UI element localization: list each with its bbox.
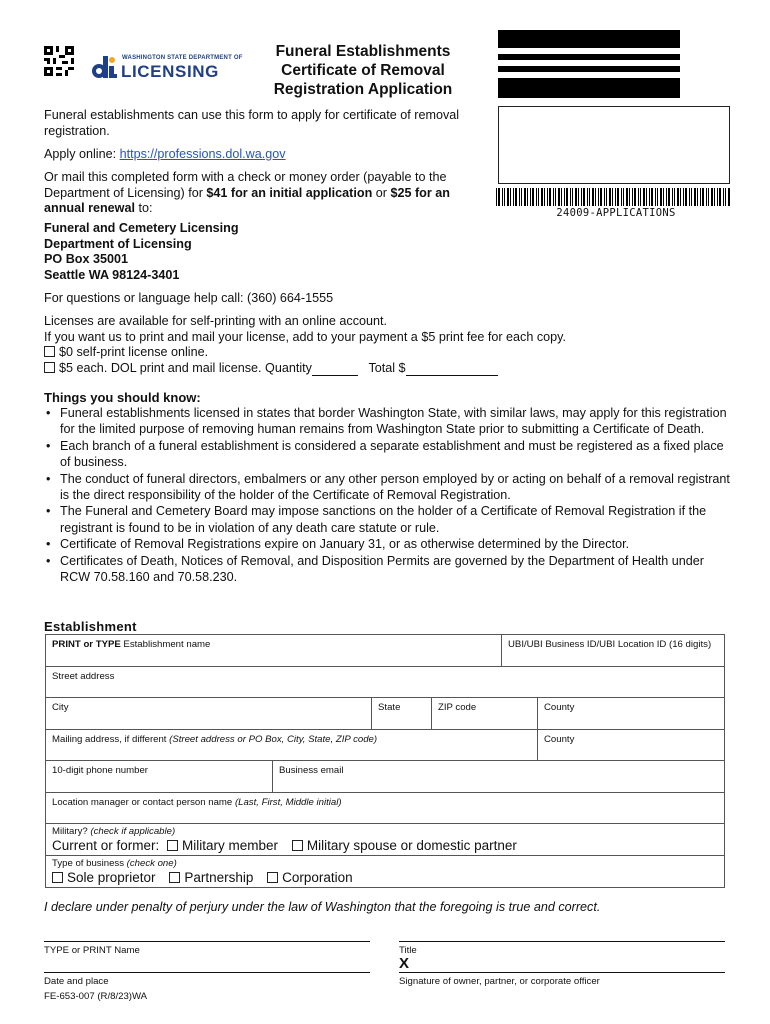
barcode-bar: [638, 188, 639, 206]
barcode-bar: [723, 188, 724, 206]
form-row: [45, 856, 725, 888]
signature-line[interactable]: [399, 972, 725, 973]
barcode-bar: [728, 188, 730, 206]
barcode-bar: [549, 188, 551, 206]
dol-logo-icon: [90, 52, 118, 80]
street-address-field[interactable]: [46, 667, 724, 697]
field-label: County: [544, 734, 575, 745]
current-former-label: Current or former:: [52, 838, 160, 853]
apply-online-link[interactable]: https://professions.dol.wa.gov: [119, 147, 286, 161]
barcode-bar: [668, 188, 670, 206]
field-label: State: [378, 702, 401, 713]
establishment-form: [45, 634, 725, 888]
barcode-bar: [598, 188, 599, 206]
barcode-bar: [691, 188, 692, 206]
barcode-bar: [689, 188, 690, 206]
list-item: • Each branch of a funeral establishment is considered a separate establishment and must be registered as a fixed place of business.: [44, 438, 734, 471]
barcode-bar: [532, 188, 534, 206]
corporation-label: Corporation: [282, 870, 353, 885]
barcode-bar: [683, 188, 684, 206]
partnership-checkbox[interactable]: [169, 872, 180, 883]
form-row: [45, 793, 725, 824]
list-item: • Funeral establishments licensed in states that border Washington State, with similar laws, may apply for this registration for the limited purpose of removing human remains from Washington State prior to submitting a Certificate of Death.: [44, 405, 734, 438]
phone-field[interactable]: [46, 761, 272, 792]
barcode-bar: [519, 188, 520, 206]
city-field[interactable]: [46, 698, 371, 729]
field-hint: (check if applicable): [90, 826, 176, 837]
barcode-bar: [530, 188, 531, 206]
barcode-bar: [553, 188, 554, 206]
barcode-bar: [626, 188, 628, 206]
field-label: 10-digit phone number: [52, 765, 149, 776]
mailing-address: [44, 221, 344, 283]
barcode-bar: [680, 188, 681, 206]
barcode-bar: [587, 188, 588, 206]
barcode-bar: [685, 188, 687, 206]
total-label: Total $: [368, 360, 406, 375]
barcode-bar: [572, 188, 573, 206]
barcode-text: 24009-APPLICATIONS: [556, 207, 676, 219]
self-print-checkbox[interactable]: [44, 346, 55, 357]
barcode-bar: [714, 188, 715, 206]
contact-name-field[interactable]: [46, 793, 724, 823]
title-line: Funeral Establishments: [275, 43, 451, 60]
mail-text: to:: [135, 201, 153, 216]
barcode-bar: [496, 188, 497, 206]
zip-field[interactable]: [431, 698, 537, 729]
barcode-bar: [700, 188, 701, 206]
form-row: [45, 634, 725, 667]
field-label: Street address: [52, 671, 115, 682]
barcode-icon: [496, 188, 732, 206]
military-spouse-label: Military spouse or domestic partner: [306, 838, 517, 853]
address-line: Funeral and Cemetery Licensing: [44, 221, 239, 235]
apply-online-label: Apply online:: [44, 147, 120, 161]
signature-label: Signature of owner, partner, or corporate officer: [399, 976, 600, 987]
military-section: [46, 824, 724, 855]
barcode-bar: [725, 188, 726, 206]
title-line-field[interactable]: [399, 941, 725, 942]
agency-logo: [90, 52, 243, 81]
barcode-bar: [581, 188, 582, 206]
barcode-bar: [634, 188, 636, 206]
barcode-bar: [617, 188, 619, 206]
list-item: • Certificate of Removal Registrations expire on January 31, or as otherwise determined by the Director.: [44, 536, 734, 552]
barcode-bar: [677, 188, 679, 206]
mail-text: Or mail this completed form with a check or money order (payable to the Department of Licensing) for: [44, 170, 447, 200]
agency-name-large: LICENSING: [121, 62, 219, 81]
field-label: Business email: [279, 765, 344, 776]
barcode-bar: [600, 188, 602, 206]
barcode-bar: [510, 188, 511, 206]
date-line[interactable]: [44, 972, 370, 973]
barcode-bar: [655, 188, 656, 206]
barcode-bar: [643, 188, 645, 206]
signature-x-mark: X: [399, 955, 410, 972]
barcode-bar: [657, 188, 658, 206]
form-title: [248, 42, 478, 99]
barcode-bar: [660, 188, 662, 206]
declaration: I declare under penalty of perjury under the law of Washington that the foregoing is true and correct.: [44, 900, 601, 914]
barcode-bar: [507, 188, 509, 206]
barcode-bar: [536, 188, 537, 206]
list-item: • Certificates of Death, Notices of Removal, and Disposition Permits are governed by the Department of Health under RCW 70.58.160 and 70.58.230.: [44, 553, 734, 586]
barcode-bar: [612, 188, 613, 206]
form-row: [45, 667, 725, 698]
county-field[interactable]: [537, 698, 724, 729]
barcode-bar: [615, 188, 616, 206]
barcode-bar: [558, 188, 560, 206]
field-label: City: [52, 702, 69, 713]
name-line[interactable]: [44, 941, 370, 942]
barcode-bar: [521, 188, 522, 206]
mail-print-label: $5 each. DOL print and mail license. Quantity: [59, 360, 312, 375]
barcode-bar: [595, 188, 596, 206]
field-label: Mailing address, if different: [52, 734, 170, 745]
military-member-label: Military member: [182, 838, 279, 853]
barcode-bar: [564, 188, 565, 206]
field-label: Establishment name: [120, 639, 211, 650]
black-bar: [498, 30, 680, 48]
things-list: [44, 405, 734, 585]
questions-line: For questions or language help call: (360) 664-1555: [44, 291, 334, 305]
list-item: • The Funeral and Cemetery Board may impose sanctions on the holder of a Certificate of Removal Registration if the registrant is found to be in violation of any death care statute or rule.: [44, 503, 734, 536]
barcode-bar: [604, 188, 605, 206]
barcode-bar: [541, 188, 543, 206]
sole-proprietor-checkbox[interactable]: [52, 872, 63, 883]
form-row: [45, 824, 725, 856]
qr-code-icon: [44, 46, 74, 76]
field-label: Type of business: [52, 858, 127, 869]
address-line: Department of Licensing: [44, 236, 192, 251]
partnership-label: Partnership: [184, 870, 254, 885]
barcode-bar: [649, 188, 650, 206]
barcode-bar: [570, 188, 571, 206]
section-title: Establishment: [44, 619, 137, 634]
barcode-bar: [672, 188, 673, 206]
agency-name-small: WASHINGTON STATE DEPARTMENT OF: [122, 55, 243, 61]
barcode-bar: [504, 188, 505, 206]
print-options: [44, 314, 684, 376]
title-line: Certificate of Removal: [281, 62, 445, 79]
print-option-self: [44, 345, 684, 361]
barcode-bar: [502, 188, 503, 206]
field-hint: (Last, First, Middle initial): [234, 797, 342, 808]
barcode-bar: [609, 188, 611, 206]
mail-print-checkbox[interactable]: [44, 362, 55, 373]
field-hint: (check one): [126, 858, 177, 869]
barcode-bar: [515, 188, 517, 206]
barcode-bar: [711, 188, 713, 206]
military-member-checkbox[interactable]: [167, 840, 178, 851]
name-label: TYPE or PRINT Name: [44, 945, 140, 956]
field-label: UBI/UBI Business ID/UBI Location ID (16 digits): [508, 639, 712, 650]
title-line: Registration Application: [273, 81, 453, 98]
barcode-bar: [697, 188, 698, 206]
form-row: [45, 730, 725, 761]
print-info: Licenses are available for self-printing with an online account.: [44, 314, 388, 328]
sole-proprietor-label: Sole proprietor: [67, 870, 156, 885]
barcode-bar: [578, 188, 579, 206]
intro-paragraph: Funeral establishments can use this form to apply for certificate of removal registration.: [44, 108, 460, 138]
barcode-bar: [632, 188, 633, 206]
field-label: County: [544, 702, 575, 713]
military-spouse-checkbox[interactable]: [292, 840, 303, 851]
barcode-bar: [592, 188, 594, 206]
barcode-bar: [527, 188, 528, 206]
black-bar: [498, 66, 680, 72]
barcode-bar: [513, 188, 514, 206]
barcode-bar: [589, 188, 590, 206]
form-row: [45, 698, 725, 730]
ubi-field[interactable]: [501, 635, 724, 666]
mailing-address-field[interactable]: [46, 730, 537, 760]
barcode-bar: [547, 188, 548, 206]
barcode-bar: [708, 188, 709, 206]
barcode-bar: [566, 188, 568, 206]
field-label: ZIP code: [438, 702, 477, 713]
business-type-section: [46, 856, 724, 887]
mailing-county-field[interactable]: [537, 730, 724, 760]
barcode-bar: [640, 188, 641, 206]
barcode-bar: [498, 188, 500, 206]
renewal-fee: $25 for an annual renewal: [44, 185, 450, 216]
barcode-bar: [555, 188, 556, 206]
date-label: Date and place: [44, 976, 109, 987]
print-option-mail: [44, 361, 684, 377]
barcode-bar: [717, 188, 718, 206]
barcode-bar: [674, 188, 675, 206]
barcode-bar: [706, 188, 707, 206]
barcode-bar: [621, 188, 622, 206]
corporation-checkbox[interactable]: [267, 872, 278, 883]
self-print-label: $0 self-print license online.: [59, 345, 209, 360]
list-item: • The conduct of funeral directors, embalmers or any other person employed by or acting on behalf of a removal registrant is the direct responsibility of the holder of the Certificate of Removal Registration.: [44, 471, 734, 504]
quantity-field[interactable]: [312, 364, 358, 376]
title-label: Title: [399, 945, 417, 956]
barcode-bar: [702, 188, 704, 206]
form-id: FE-653-007 (R/8/23)WA: [44, 991, 148, 1002]
apply-online-line: [44, 147, 464, 163]
office-use-bars: [498, 30, 680, 104]
mail-text: or: [372, 185, 391, 200]
barcode-bar: [583, 188, 585, 206]
field-label: Location manager or contact person name: [52, 797, 235, 808]
barcode-bar: [575, 188, 577, 206]
office-stamp-box: [498, 106, 730, 184]
barcode-bar: [646, 188, 647, 206]
field-label-bold: PRINT or TYPE: [52, 639, 121, 650]
form-row: [45, 761, 725, 793]
barcode-bar: [561, 188, 562, 206]
print-info: If you want us to print and mail your license, add to your payment a $5 print fee for each copy.: [44, 329, 566, 344]
barcode-bar: [629, 188, 630, 206]
barcode-bar: [666, 188, 667, 206]
things-heading: Things you should know:: [44, 390, 201, 405]
field-label: Military?: [52, 826, 91, 837]
initial-fee: $41 for an initial application: [206, 185, 373, 200]
barcode-bar: [538, 188, 539, 206]
field-hint: (Street address or PO Box, City, State, ZIP code): [169, 734, 378, 745]
barcode-bar: [719, 188, 721, 206]
barcode-bar: [544, 188, 545, 206]
barcode-bar: [606, 188, 607, 206]
black-bar: [498, 54, 680, 60]
state-field[interactable]: [371, 698, 431, 729]
barcode-bar: [524, 188, 526, 206]
barcode-bar: [651, 188, 653, 206]
barcode-bar: [694, 188, 696, 206]
address-line: PO Box 35001: [44, 252, 129, 267]
total-field[interactable]: [406, 364, 498, 376]
establishment-name-field[interactable]: [46, 635, 501, 666]
barcode-bar: [623, 188, 624, 206]
barcode-bar: [663, 188, 664, 206]
address-line: Seattle WA 98124-3401: [44, 267, 180, 282]
email-field[interactable]: [272, 761, 724, 792]
mail-instructions: [44, 170, 469, 217]
black-bar: [498, 78, 680, 98]
